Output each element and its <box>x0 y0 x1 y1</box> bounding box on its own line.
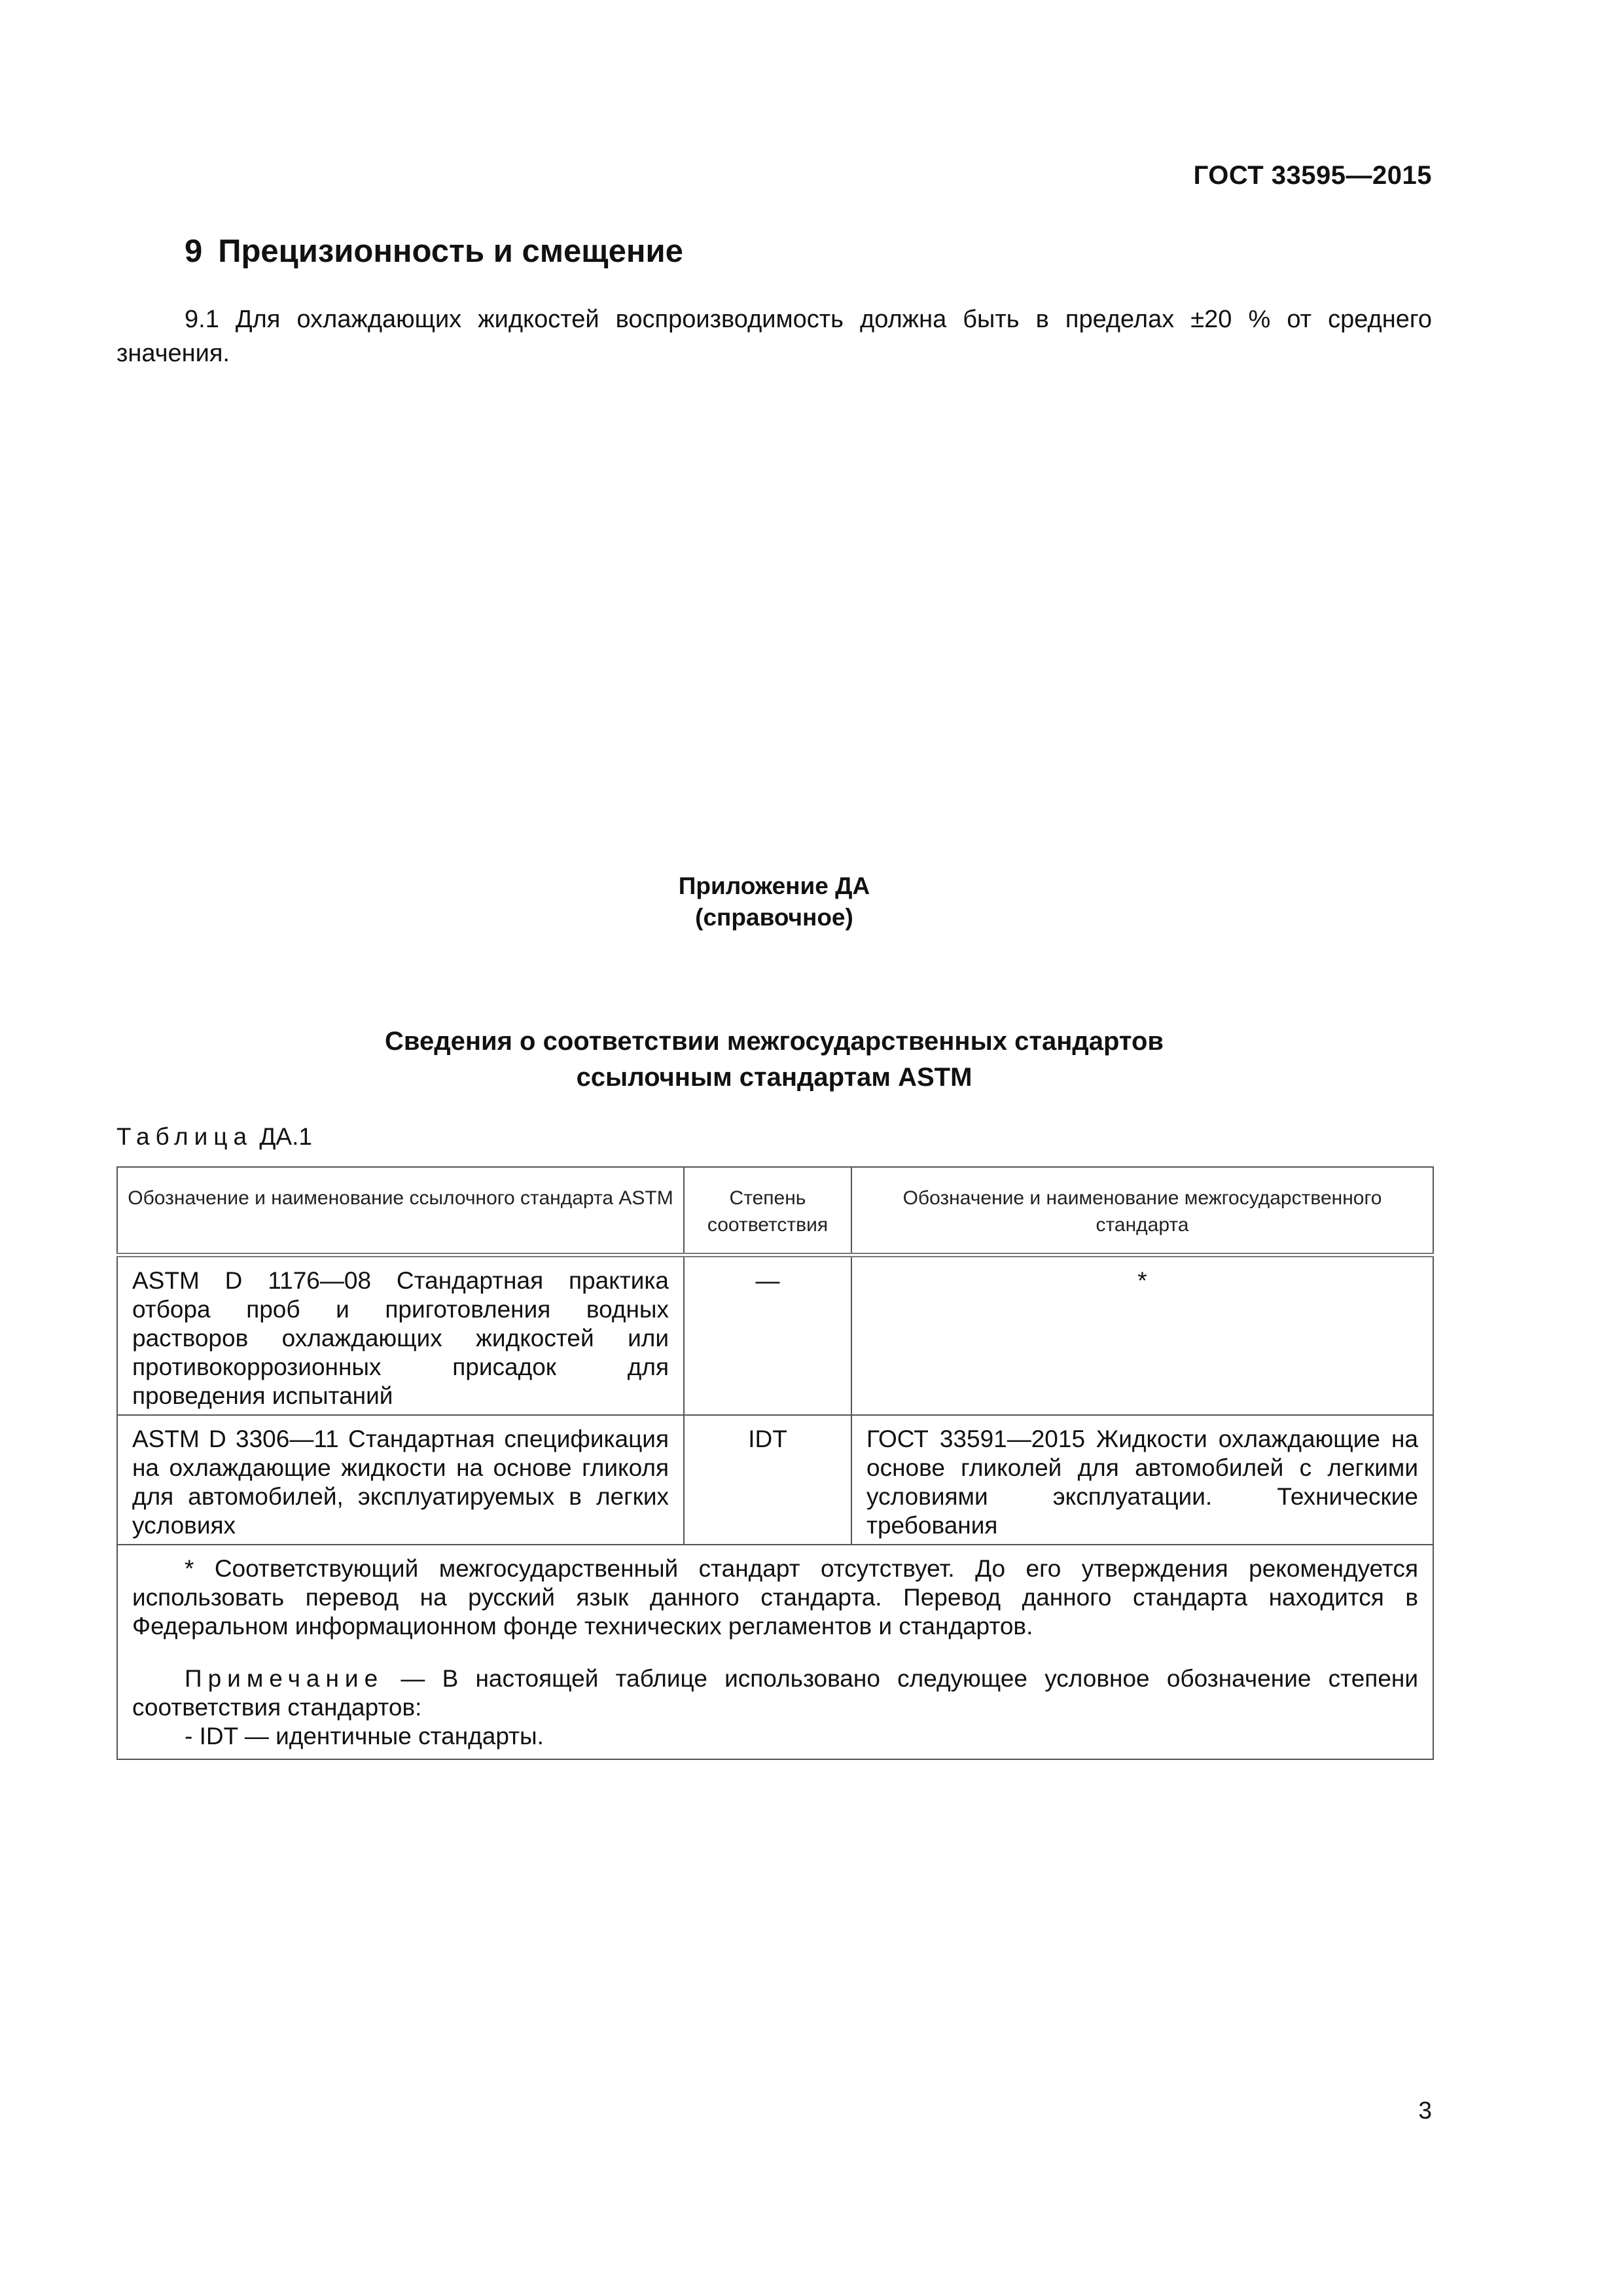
table-caption-number: ДА.1 <box>259 1123 312 1150</box>
appendix-heading <box>0 870 1548 933</box>
section-title-text: Прецизионность и смещение <box>218 234 683 269</box>
paragraph-9-1: 9.1 Для охлаждающих жидкостей воспроизводимость должна быть в пределах ±20 % от среднего значения. <box>116 306 1432 367</box>
table-caption-word: Таблица <box>116 1123 253 1150</box>
table-note <box>132 1664 1418 1722</box>
header-astm: Обозначение и наименование ссылочного стандарта ASTM <box>117 1167 684 1255</box>
row-1-degree: — <box>684 1255 851 1416</box>
standards-table <box>116 1166 1434 1760</box>
appendix-subtitle: (справочное) <box>695 904 853 931</box>
note-label: Примечание <box>185 1665 384 1692</box>
row-2-gost: ГОСТ 33591—2015 Жидкости охлаждающие на основе гликолей для автомобилей с легкими условиями эксплуатации. Технические требования <box>851 1415 1433 1545</box>
table-row <box>117 1255 1433 1416</box>
table-footer-cell <box>117 1545 1433 1759</box>
info-title <box>0 1024 1548 1096</box>
table-caption <box>116 1123 312 1151</box>
table-footnote: * Соответствующий межгосударственный стандарт отсутствует. До его утверждения рекомендуется использовать перевод на русский язык данного стандарта. Перевод данного стандарта находится в Федеральном информационном фонде технических регламентов и стандартов. <box>132 1555 1418 1640</box>
row-2-degree: IDT <box>684 1415 851 1545</box>
note-text: — В настоящей таблице использовано следующее условное обозначение степени соответствия стандартов: <box>132 1665 1418 1721</box>
section-number: 9 <box>185 234 203 269</box>
note-item: - IDT — идентичные стандарты. <box>185 1723 544 1749</box>
header-gost: Обозначение и наименование межгосударственного стандарта <box>851 1167 1433 1255</box>
gost-header: ГОСТ 33595—2015 <box>1193 161 1432 190</box>
page-number: 3 <box>1418 2097 1432 2124</box>
section-title <box>185 233 683 270</box>
row-1-astm: ASTM D 1176—08 Стандартная практика отбора проб и приготовления водных растворов охлаждающих жидкостей или противокоррозионных присадок для проведения испытаний <box>117 1255 684 1416</box>
row-2-astm: ASTM D 3306—11 Стандартная спецификация на охлаждающие жидкости на основе гликоля для автомобилей, эксплуатируемых в легких условиях <box>117 1415 684 1545</box>
appendix-title: Приложение ДА <box>678 872 870 899</box>
header-degree: Степень соответствия <box>684 1167 851 1255</box>
table-header-row <box>117 1167 1433 1255</box>
table-footer-row <box>117 1545 1433 1759</box>
info-title-line-1: Сведения о соответствии межгосударственных стандартов <box>385 1027 1164 1056</box>
row-1-gost: * <box>851 1255 1433 1416</box>
info-title-line-2: ссылочным стандартам ASTM <box>576 1063 972 1092</box>
table-row <box>117 1415 1433 1545</box>
